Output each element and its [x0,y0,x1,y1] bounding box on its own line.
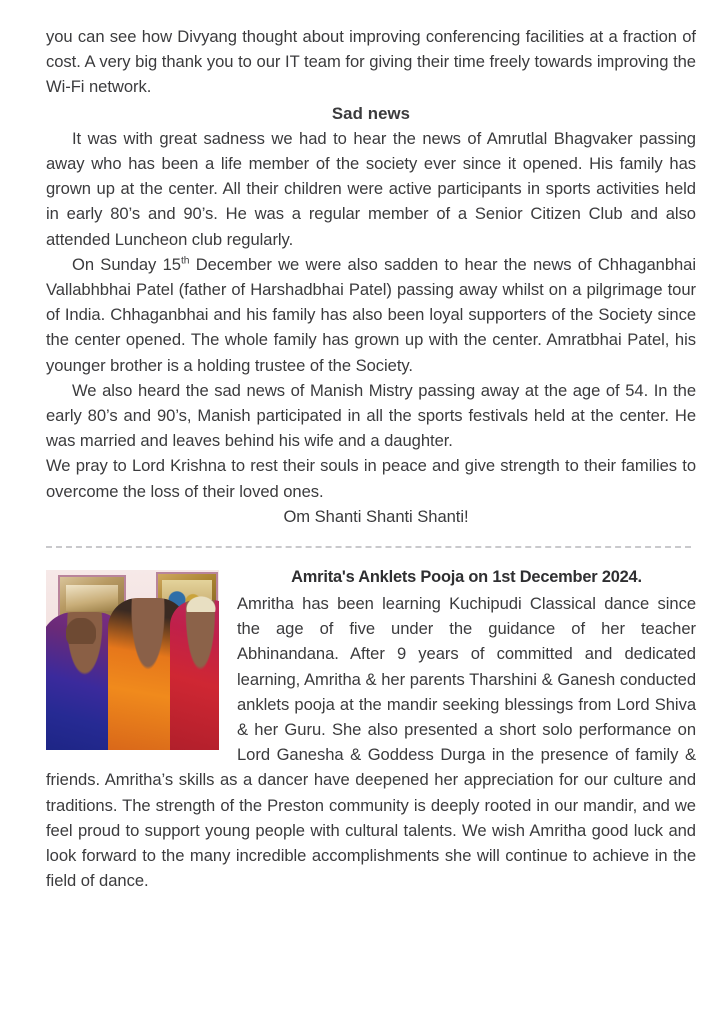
sad-news-paragraph-1: It was with great sadness we had to hear the news of Amrutlal Bhagvaker passing away who has been a life member of the society ever since it opened. His family has grown up at the center. All their children were active participants in sports activities held in early 80’s and 90’s. He was a regular member of a Senior Citizen Club and also attended Luncheon club regularly. [46,128,696,249]
ordinal-suffix: th [180,255,190,267]
amrita-article-heading: Amrita's Anklets Pooja on 1st December 2024. [291,568,642,587]
photo-person-red-saree [170,600,219,750]
amrita-article [46,559,696,893]
intro-paragraph: you can see how Divyang thought about improving conferencing facilities at a fraction of cost. A very big thank you to our IT team for giving their time freely towards improving the Wi-Fi network. [46,27,696,97]
amrita-article-body: Amritha has been learning Kuchipudi Classical dance since the age of five under the guidance of her teacher Abhinandana. After 9 years of committed and dedicated learning, Amritha & her parents Tharshini & Ganesh conducted anklets pooja at the mandir seeking blessings from Lord Shiva & her Guru. She also presented a short solo performance on Lord Ganesha & Goddess Durga in the presence of family & friends. Amritha’s skills as a dancer have deepened her appreciation for our culture and traditions. The strength of the Preston community is deeply rooted in our mandir, and we feel proud to support young people with cultural talents. We wish Amritha good luck and look forward to the many incredible accomplishments she will continue to achieve in the field of dance. [46,594,696,891]
amrita-pooja-photo [46,570,219,750]
sad-news-heading: Sad news [331,103,411,123]
page-content [46,24,696,894]
sad-news-paragraph-3: We also heard the sad news of Manish Mistry passing away at the age of 54. In the early 80’s and 90’s, Manish participated in all the sports festivals held at the center. He was married and leaves behind his wife and a daughter. [46,380,696,451]
om-shanti-line: Om Shanti Shanti Shanti! [283,506,469,526]
sunday-date-prefix: On Sunday 15 [72,254,181,274]
sad-news-paragraph-2 [46,252,696,378]
dashed-divider [46,546,691,548]
sunday-date-rest: December we were also sadden to hear the news of Chhaganbhai Vallabhbhai Patel (father of Harshadbhai Patel) passing away whilst on a pilgrimage tour of India. Chhaganbhai and his family has also been loyal supporters of the Society since the center opened. The whole family has grown up with the center. Amratbhai Patel, his younger brother is a holding trustee of the Society. [46,254,696,375]
sad-news-paragraph-4: We pray to Lord Krishna to rest their souls in peace and give strength to their families to overcome the loss of their loved ones. [46,456,696,501]
section-divider-wrapper [46,529,696,559]
